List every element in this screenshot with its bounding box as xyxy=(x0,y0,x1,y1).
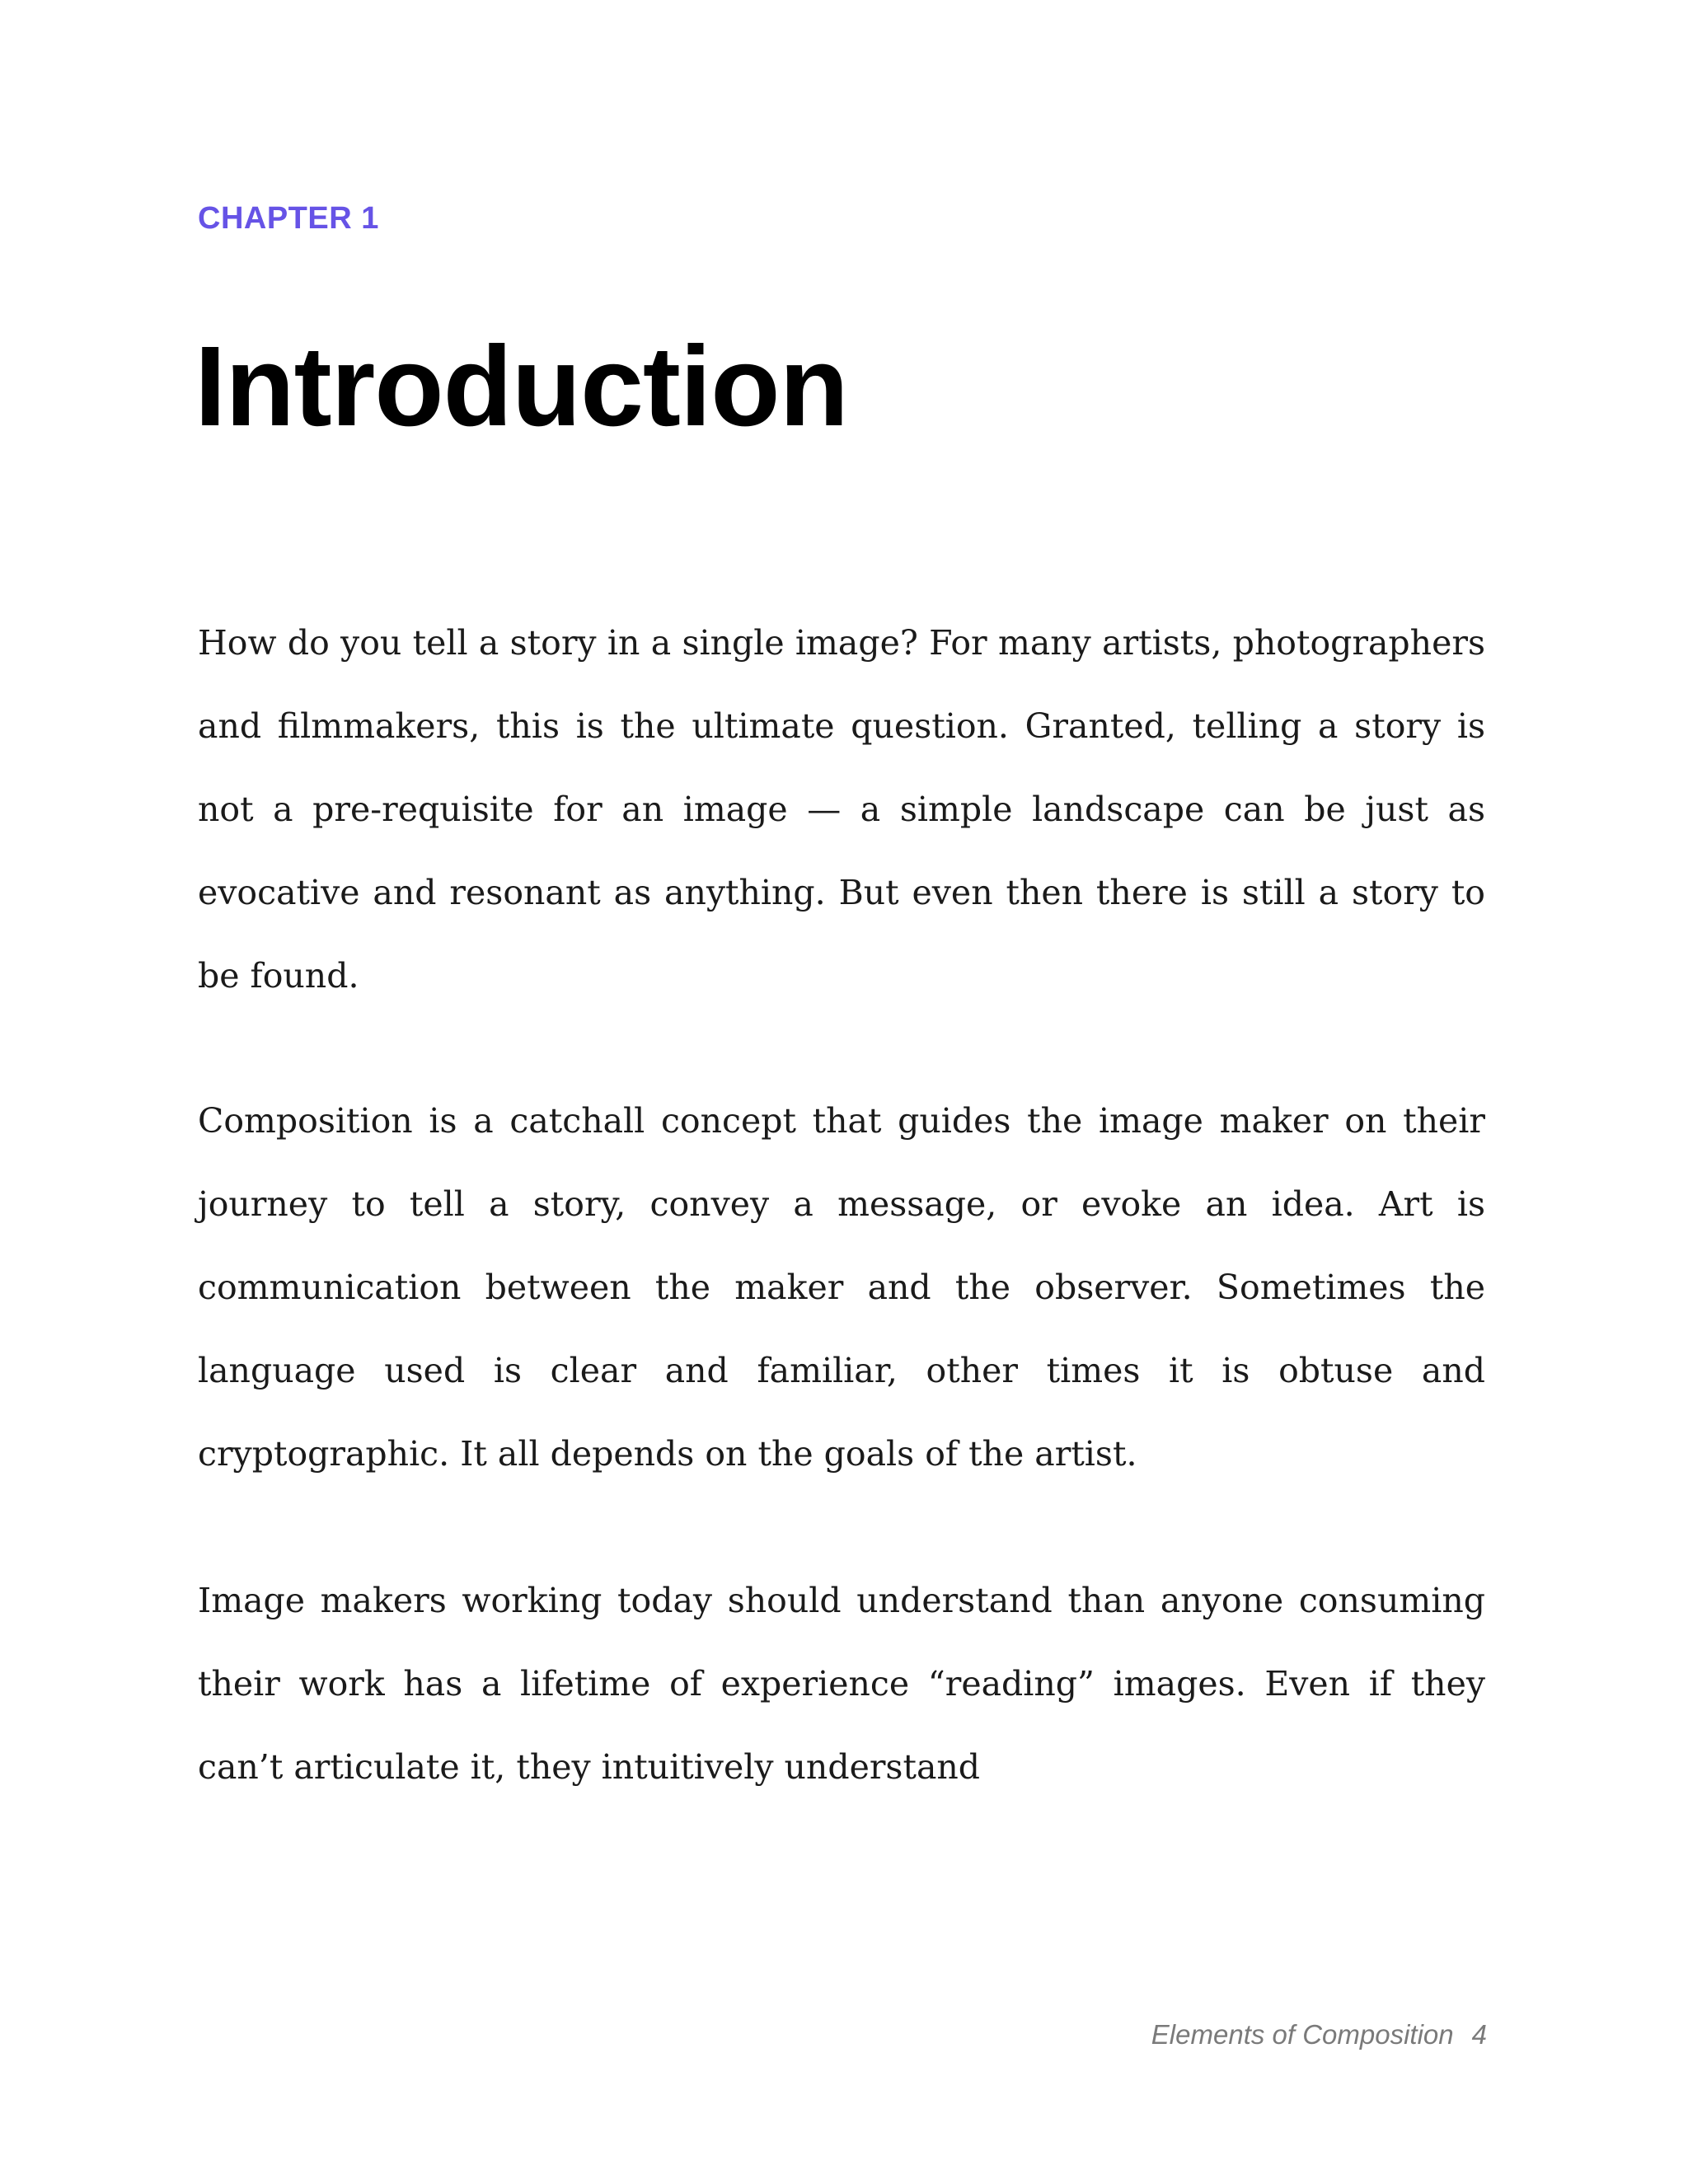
page-title: Introduction xyxy=(195,323,848,450)
paragraph-1: How do you tell a story in a single image? For many artists, photographers and filmmakers, this is the ultimate question. Granted, telling a story is not a pre-requisite for an image — a simple landscape can be just as evocative and resonant as anything. But even then there is still a story to be found. xyxy=(198,623,1485,996)
footer-book-title: Elements of Composition xyxy=(1151,2019,1454,2050)
paragraph-3: Image makers working today should understand than anyone consuming their work has a lifetime of experience “reading” images. Even if they can’t articulate it, they intuitively understand xyxy=(198,1581,1485,1787)
footer-page-number: 4 xyxy=(1471,2019,1487,2050)
chapter-label: CHAPTER 1 xyxy=(198,201,379,236)
page-footer xyxy=(1151,2021,1487,2048)
paragraph-2: Composition is a catchall concept that guides the image maker on their journey to tell a story, convey a message, or evoke an idea. Art is communication between the maker and the observer. Sometimes the language used is clear and familiar, other times it is obtuse and cryptographic. It all depends on the goals of the artist. xyxy=(198,1101,1485,1474)
